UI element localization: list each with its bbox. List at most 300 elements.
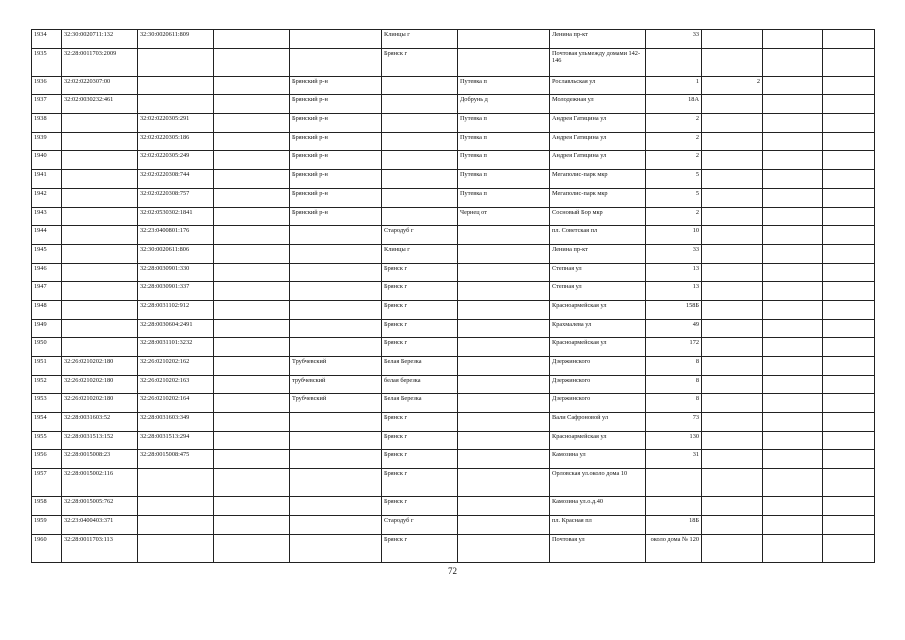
table-cell: 8 [646, 357, 702, 376]
table-cell: 32:26:0210202:180 [62, 375, 138, 394]
page-number: 72 [448, 566, 457, 576]
table-cell: Дзержинского [550, 375, 646, 394]
table-row [32, 151, 875, 170]
table-cell [290, 431, 382, 450]
table-cell [763, 515, 823, 534]
table-cell [823, 282, 875, 301]
table-cell [290, 300, 382, 319]
table-cell [290, 450, 382, 469]
table-cell [823, 375, 875, 394]
table-cell: Почтовая ульмежду домами 142-146 [550, 48, 646, 76]
table-cell: 8 [646, 394, 702, 413]
table-cell: Брянск г [382, 413, 458, 432]
table-cell: 13 [646, 282, 702, 301]
table-cell: 2 [702, 76, 763, 95]
table-cell: 1956 [32, 450, 62, 469]
table-cell: 2 [646, 132, 702, 151]
table-cell [823, 263, 875, 282]
table-cell: 1948 [32, 300, 62, 319]
table-cell [214, 357, 290, 376]
table-cell [763, 151, 823, 170]
table-cell: Почтовая ул [550, 534, 646, 562]
table-cell: белая березка [382, 375, 458, 394]
table-cell [290, 48, 382, 76]
table-cell [458, 319, 550, 338]
table-cell: Добрунь д [458, 95, 550, 114]
table-cell: 1960 [32, 534, 62, 562]
table-cell [290, 497, 382, 516]
table-cell [763, 95, 823, 114]
table-cell [823, 207, 875, 226]
table-cell [763, 319, 823, 338]
table-cell: Путевка п [458, 170, 550, 189]
table-cell [763, 132, 823, 151]
table-row [32, 76, 875, 95]
table-cell [214, 469, 290, 497]
table-cell: Андрея Гатицина ул [550, 151, 646, 170]
table-cell [62, 226, 138, 245]
table-cell: 32:28:0031603:349 [138, 413, 214, 432]
table-cell: 32:02:0220308:757 [138, 188, 214, 207]
table-cell [214, 450, 290, 469]
table-cell [823, 188, 875, 207]
table-cell: 32:02:0220307:00 [62, 76, 138, 95]
table-row [32, 515, 875, 534]
table-cell [62, 114, 138, 133]
table-cell [823, 48, 875, 76]
table-cell: Брянский р-н [290, 132, 382, 151]
table-cell [214, 413, 290, 432]
table-cell: Брянский р-н [290, 207, 382, 226]
table-cell: 32:23:0400403:371 [62, 515, 138, 534]
table-cell: Ленина пр-кт [550, 30, 646, 49]
table-cell: Чернец от [458, 207, 550, 226]
table-cell [823, 132, 875, 151]
table-cell: 1953 [32, 394, 62, 413]
table-cell: 32:02:0220305:291 [138, 114, 214, 133]
table-cell: 32:28:0015002:116 [62, 469, 138, 497]
table-cell: Брянский р-н [290, 114, 382, 133]
table-cell [702, 375, 763, 394]
table-cell: Степная ул [550, 282, 646, 301]
table-cell [138, 469, 214, 497]
table-cell: 13 [646, 263, 702, 282]
table-cell: Брянск г [382, 282, 458, 301]
table-row [32, 114, 875, 133]
table-cell: Брянск г [382, 319, 458, 338]
table-cell [62, 282, 138, 301]
table-cell [702, 300, 763, 319]
table-cell [214, 132, 290, 151]
table-cell: 32:28:0031513:152 [62, 431, 138, 450]
table-cell [458, 431, 550, 450]
registry-table [31, 29, 875, 563]
table-cell: 130 [646, 431, 702, 450]
table-row [32, 300, 875, 319]
table-cell [458, 226, 550, 245]
table-cell: 1950 [32, 338, 62, 357]
table-cell [290, 263, 382, 282]
table-cell [458, 515, 550, 534]
table-cell: 1954 [32, 413, 62, 432]
table-cell [290, 282, 382, 301]
table-cell: 32:28:0031513:294 [138, 431, 214, 450]
table-row [32, 30, 875, 49]
table-cell [458, 300, 550, 319]
table-cell: 1 [646, 76, 702, 95]
table-cell: Ленина пр-кт [550, 244, 646, 263]
table-cell: Белая Березка [382, 357, 458, 376]
table-cell: Брянск г [382, 263, 458, 282]
table-row [32, 132, 875, 151]
table-cell: 2 [646, 151, 702, 170]
table-cell [458, 263, 550, 282]
table-cell [382, 151, 458, 170]
table-cell: 32:23:0400801:176 [138, 226, 214, 245]
table-cell: 1943 [32, 207, 62, 226]
table-cell [62, 151, 138, 170]
table-cell: 32:28:0031102:912 [138, 300, 214, 319]
table-cell [763, 450, 823, 469]
table-cell: Андрея Гатицина ул [550, 114, 646, 133]
table-cell [138, 76, 214, 95]
table-row [32, 207, 875, 226]
table-cell [823, 534, 875, 562]
table-cell: Брянский р-н [290, 170, 382, 189]
table-cell [702, 413, 763, 432]
table-cell: 1939 [32, 132, 62, 151]
table-cell: 32:02:0030232:461 [62, 95, 138, 114]
table-cell: Крахмалева ул [550, 319, 646, 338]
table-row [32, 244, 875, 263]
table-cell: Дзержинского [550, 357, 646, 376]
table-cell: Степная ул [550, 263, 646, 282]
table-cell [382, 114, 458, 133]
table-cell [763, 207, 823, 226]
table-cell: 73 [646, 413, 702, 432]
table-cell: 10 [646, 226, 702, 245]
table-cell [763, 469, 823, 497]
table-cell: 1955 [32, 431, 62, 450]
table-cell [214, 30, 290, 49]
table-cell [214, 375, 290, 394]
table-cell [702, 132, 763, 151]
table-cell [763, 497, 823, 516]
table-cell [763, 48, 823, 76]
table-cell [458, 282, 550, 301]
table-cell [214, 244, 290, 263]
table-cell [823, 394, 875, 413]
table-cell [763, 282, 823, 301]
table-cell [763, 76, 823, 95]
table-cell [214, 319, 290, 338]
table-cell [702, 151, 763, 170]
table-cell [214, 282, 290, 301]
table-row [32, 497, 875, 516]
table-row [32, 357, 875, 376]
table-cell: Мегаполис-парк мкр [550, 188, 646, 207]
table-cell: 18А [646, 95, 702, 114]
table-cell: 32:30:0020711:132 [62, 30, 138, 49]
table-cell [458, 338, 550, 357]
table-cell: Белая Березка [382, 394, 458, 413]
table-cell [458, 357, 550, 376]
table-cell [138, 515, 214, 534]
table-cell: 1938 [32, 114, 62, 133]
table-cell [214, 263, 290, 282]
table-cell: Брянск г [382, 431, 458, 450]
table-cell: 1959 [32, 515, 62, 534]
table-cell: 2 [646, 114, 702, 133]
table-cell: Сосновый Бор мкр [550, 207, 646, 226]
table-cell [823, 497, 875, 516]
table-cell [823, 151, 875, 170]
table-cell [702, 450, 763, 469]
table-body [32, 30, 875, 563]
table-cell [214, 226, 290, 245]
table-cell: Орловская ул.около дома 10 [550, 469, 646, 497]
table-cell [823, 300, 875, 319]
table-cell: 32:28:0031101:3232 [138, 338, 214, 357]
table-cell [214, 431, 290, 450]
table-cell: Брянск г [382, 534, 458, 562]
table-row [32, 188, 875, 207]
table-cell: Путевка п [458, 76, 550, 95]
table-cell: 1949 [32, 319, 62, 338]
table-cell: 33 [646, 30, 702, 49]
table-cell [646, 497, 702, 516]
table-cell [823, 431, 875, 450]
table-cell [702, 534, 763, 562]
table-cell [458, 375, 550, 394]
table-cell [702, 338, 763, 357]
table-cell [823, 226, 875, 245]
table-row [32, 226, 875, 245]
table-cell [702, 515, 763, 534]
table-cell [458, 469, 550, 497]
table-cell: трубчевский [290, 375, 382, 394]
table-cell [214, 300, 290, 319]
table-cell [214, 188, 290, 207]
table-cell: 32:28:0030901:337 [138, 282, 214, 301]
table-cell: Брянский р-н [290, 151, 382, 170]
table-cell [763, 170, 823, 189]
table-cell [62, 300, 138, 319]
table-cell: 32:28:0015008:23 [62, 450, 138, 469]
table-cell: Брянск г [382, 300, 458, 319]
table-cell [214, 95, 290, 114]
table-cell: Стародуб г [382, 226, 458, 245]
table-cell: 32:30:0020611:809 [138, 30, 214, 49]
table-cell: 1942 [32, 188, 62, 207]
table-cell: Камозина ул.о.д.40 [550, 497, 646, 516]
table-cell: 32:02:0220305:186 [138, 132, 214, 151]
table-cell: 1952 [32, 375, 62, 394]
table-cell: Мегаполис-парк мкр [550, 170, 646, 189]
table-cell [702, 469, 763, 497]
table-row [32, 263, 875, 282]
table-cell [702, 48, 763, 76]
table-row [32, 170, 875, 189]
table-cell: Трубчевский [290, 357, 382, 376]
table-cell [382, 95, 458, 114]
table-row [32, 282, 875, 301]
table-cell [290, 319, 382, 338]
table-cell: Путевка п [458, 151, 550, 170]
table-cell [290, 469, 382, 497]
table-cell [702, 394, 763, 413]
table-cell: 1958 [32, 497, 62, 516]
table-cell [382, 132, 458, 151]
table-cell [702, 95, 763, 114]
table-cell [382, 188, 458, 207]
table-cell: 32:28:0015008:475 [138, 450, 214, 469]
table-cell [823, 244, 875, 263]
table-cell [763, 338, 823, 357]
table-cell [763, 357, 823, 376]
table-cell [763, 226, 823, 245]
table-cell [702, 244, 763, 263]
table-cell [214, 114, 290, 133]
table-cell: 5 [646, 170, 702, 189]
table-cell: 8 [646, 375, 702, 394]
table-cell [138, 497, 214, 516]
table-cell: 32:28:0015005:762 [62, 497, 138, 516]
table-cell [823, 515, 875, 534]
table-cell: Брянск г [382, 48, 458, 76]
table-cell: Стародуб г [382, 515, 458, 534]
table-cell [458, 497, 550, 516]
table-cell [214, 170, 290, 189]
table-cell: Молодежная ул [550, 95, 646, 114]
table-cell [702, 431, 763, 450]
table-cell: 18Б [646, 515, 702, 534]
table-cell: 32:26:0210202:180 [62, 394, 138, 413]
table-cell: 32:02:0220308:744 [138, 170, 214, 189]
table-cell [702, 170, 763, 189]
table-cell [62, 207, 138, 226]
table-cell: 1946 [32, 263, 62, 282]
table-cell: 32:30:0020611:806 [138, 244, 214, 263]
table-cell: Вали Сафроновой ул [550, 413, 646, 432]
table-cell [458, 394, 550, 413]
table-cell [458, 450, 550, 469]
table-cell [214, 338, 290, 357]
table-cell [290, 534, 382, 562]
table-cell: 1944 [32, 226, 62, 245]
table-cell [823, 95, 875, 114]
table-cell [702, 282, 763, 301]
table-cell [458, 534, 550, 562]
table-cell [62, 338, 138, 357]
table-cell: 1951 [32, 357, 62, 376]
table-cell [458, 48, 550, 76]
table-cell [62, 188, 138, 207]
table-cell: Дзержинского [550, 394, 646, 413]
table-cell [290, 244, 382, 263]
table-cell: 49 [646, 319, 702, 338]
table-cell [823, 114, 875, 133]
table-cell: Брянский р-н [290, 188, 382, 207]
table-cell [763, 244, 823, 263]
table-cell: 32:28:0030901:330 [138, 263, 214, 282]
table-cell [763, 263, 823, 282]
table-cell [823, 338, 875, 357]
table-cell: 33 [646, 244, 702, 263]
table-cell [62, 170, 138, 189]
table-cell [763, 188, 823, 207]
table-row [32, 338, 875, 357]
table-cell [763, 431, 823, 450]
table-cell: Красноармейская ул [550, 338, 646, 357]
table-cell: 5 [646, 188, 702, 207]
table-cell: пл. Красная пл [550, 515, 646, 534]
table-row [32, 394, 875, 413]
table-cell [702, 226, 763, 245]
table-row [32, 431, 875, 450]
table-cell [763, 30, 823, 49]
table-cell [702, 188, 763, 207]
table-row [32, 534, 875, 562]
table-cell: 158Б [646, 300, 702, 319]
table-cell [763, 300, 823, 319]
table-cell [214, 207, 290, 226]
table-row [32, 48, 875, 76]
table-cell: около дома № 120 [646, 534, 702, 562]
table-cell [823, 170, 875, 189]
table-cell [62, 132, 138, 151]
table-cell: 32:28:0031603:52 [62, 413, 138, 432]
table-cell [290, 515, 382, 534]
table-cell [823, 469, 875, 497]
table-cell [62, 319, 138, 338]
table-cell [823, 319, 875, 338]
table-cell [290, 413, 382, 432]
table-cell [702, 114, 763, 133]
table-cell: 1935 [32, 48, 62, 76]
table-cell [646, 469, 702, 497]
table-cell [458, 413, 550, 432]
table-cell: Клинцы г [382, 244, 458, 263]
table-cell [214, 48, 290, 76]
table-cell: Брянский р-н [290, 95, 382, 114]
table-row [32, 95, 875, 114]
table-cell [382, 76, 458, 95]
table-cell: 32:26:0210202:164 [138, 394, 214, 413]
table-cell [702, 207, 763, 226]
table-cell: 2 [646, 207, 702, 226]
table-cell [702, 497, 763, 516]
table-cell [62, 263, 138, 282]
table-cell: 32:26:0210202:180 [62, 357, 138, 376]
table-row [32, 413, 875, 432]
table-cell: Брянск г [382, 469, 458, 497]
table-cell: 32:28:0011703:2009 [62, 48, 138, 76]
table-cell: 1934 [32, 30, 62, 49]
table-cell: Красноармейская ул [550, 300, 646, 319]
table-cell [823, 30, 875, 49]
table-cell: 32:02:0530302:1841 [138, 207, 214, 226]
table-cell: Рославльская ул [550, 76, 646, 95]
table-cell [763, 114, 823, 133]
table-cell [823, 357, 875, 376]
table-cell: Камозина ул [550, 450, 646, 469]
table-cell [62, 244, 138, 263]
table-cell: 32:26:0210202:163 [138, 375, 214, 394]
table-cell [382, 207, 458, 226]
table-cell [214, 497, 290, 516]
table-cell [214, 534, 290, 562]
